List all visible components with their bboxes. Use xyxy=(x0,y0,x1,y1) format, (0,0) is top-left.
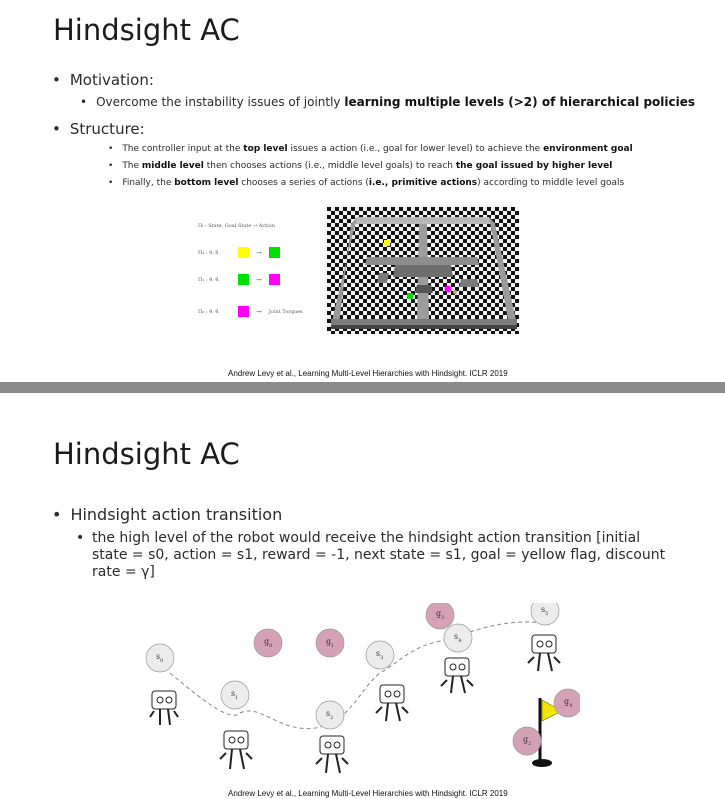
goal-node-g2 xyxy=(513,727,541,755)
node-label: $g_0$ xyxy=(264,637,273,649)
state-node-s4 xyxy=(444,624,472,652)
slide-title: Hindsight AC xyxy=(53,437,240,471)
arrow-icon: → xyxy=(256,248,262,257)
motivation-heading: Motivation: xyxy=(69,71,154,89)
structure-item xyxy=(108,161,612,171)
goal-color-swatch xyxy=(238,274,249,285)
structure-item-text: The xyxy=(122,161,142,171)
arrow-icon: → xyxy=(256,275,262,284)
hindsight-robot-diagram xyxy=(140,603,580,783)
policy-legend xyxy=(198,220,318,325)
bullet-hindsight-detail xyxy=(76,530,676,581)
node-label: $s_4$ xyxy=(454,632,462,644)
legend-row-label: Π₀ : θ, θ̇, xyxy=(198,308,221,315)
bullet-hindsight-text: Hindsight action transition xyxy=(70,505,283,524)
maze-environment-image xyxy=(327,207,519,334)
bullet-hindsight xyxy=(52,505,282,524)
node-label: $g_2$ xyxy=(523,735,532,747)
structure-item-text: Finally, the xyxy=(122,178,175,188)
legend-row xyxy=(198,247,280,258)
structure-item-text: then chooses actions (i.e., middle level goals) to reach xyxy=(203,161,456,171)
goal-node-g4 xyxy=(554,689,580,717)
slide-divider xyxy=(0,382,725,393)
bullet-hindsight-detail-text: the high level of the robot would receive the hindsight action transition [initial state = s0, action = s1, reward = -1, next state = s1, goal = yellow flag, discount rate = γ] xyxy=(92,530,666,580)
legend-row xyxy=(198,274,280,285)
structure-item-text: issues a action (i.e., goal for lower level) to achieve the xyxy=(287,144,544,154)
citation: Andrew Levy et al., Learning Multi-Level Hierarchies with Hindsight. ICLR 2019 xyxy=(228,789,508,798)
structure-item-bold: top level xyxy=(243,144,288,154)
structure-item-text: chooses a series of actions ( xyxy=(238,178,369,188)
goal-node-g1 xyxy=(316,629,344,657)
state-node-s5 xyxy=(531,603,559,625)
arrow-icon: → xyxy=(256,307,262,316)
goal-color-swatch xyxy=(238,306,249,317)
citation: Andrew Levy et al., Learning Multi-Level Hierarchies with Hindsight. ICLR 2019 xyxy=(228,369,508,378)
bullet-dot: • xyxy=(108,178,114,188)
bullet-dot: • xyxy=(80,95,88,109)
node-label: $s_1$ xyxy=(231,689,239,701)
node-label: $g_3$ xyxy=(436,609,445,621)
output-color-swatch xyxy=(269,247,280,258)
robot-icon xyxy=(220,731,252,769)
state-node-s2 xyxy=(316,701,344,729)
structure-heading: Structure: xyxy=(69,120,145,138)
slide-2 xyxy=(0,393,725,799)
structure-item-bold: middle level xyxy=(141,161,204,171)
structure-item-text: The controller input at the xyxy=(122,144,244,154)
goal-node-g0 xyxy=(254,629,282,657)
bullet-motivation-detail xyxy=(80,95,695,109)
structure-item xyxy=(108,144,633,154)
node-label: $s_0$ xyxy=(156,652,164,664)
node-label: $g_1$ xyxy=(326,637,335,649)
output-label: Joint Torques xyxy=(268,308,303,315)
robot-icon xyxy=(316,736,348,773)
motivation-text-bold: learning multiple levels (>2) of hierarchical policies xyxy=(344,95,696,109)
node-label: $g_4$ xyxy=(564,697,573,709)
slide-1 xyxy=(0,0,725,382)
legend-header: Πᵢ : State, Goal State → Action xyxy=(198,223,275,229)
structure-item-bold: i.e., primitive actions xyxy=(368,178,478,188)
node-label: $s_2$ xyxy=(326,709,334,721)
bullet-structure xyxy=(52,120,145,138)
robot-icon xyxy=(376,685,408,721)
legend-row-label: Π₂ : θ, θ̇, xyxy=(198,249,221,256)
goal-node-g3 xyxy=(426,603,454,629)
bullet-dot: • xyxy=(52,505,62,524)
state-node-s1 xyxy=(221,681,249,709)
state-node-s0 xyxy=(146,644,174,672)
legend-row xyxy=(198,306,303,317)
legend-row-label: Π₁ : θ, θ̇, xyxy=(198,276,221,283)
bullet-dot: • xyxy=(76,530,85,546)
bullet-dot: • xyxy=(52,71,61,89)
structure-item xyxy=(108,178,624,188)
node-label: $s_3$ xyxy=(376,649,384,661)
structure-item-bold: bottom level xyxy=(174,178,239,188)
structure-item-bold: the goal issued by higher level xyxy=(455,161,613,171)
slide-title: Hindsight AC xyxy=(53,13,240,47)
structure-item-text: ) according to middle level goals xyxy=(477,178,625,188)
robot-icon xyxy=(528,635,560,671)
motivation-text: Overcome the instability issues of jointly xyxy=(96,95,345,109)
trajectory-path xyxy=(170,622,545,729)
robot-icon xyxy=(150,691,178,725)
bullet-dot: • xyxy=(108,144,114,154)
bullet-motivation xyxy=(52,71,154,89)
goal-color-swatch xyxy=(238,247,249,258)
state-node-s3 xyxy=(366,641,394,669)
bullet-dot: • xyxy=(108,161,114,171)
output-color-swatch xyxy=(269,274,280,285)
structure-item-bold: environment goal xyxy=(543,144,633,154)
robot-icon xyxy=(441,658,473,693)
node-label: $s_5$ xyxy=(541,605,549,617)
bullet-dot: • xyxy=(52,120,61,138)
